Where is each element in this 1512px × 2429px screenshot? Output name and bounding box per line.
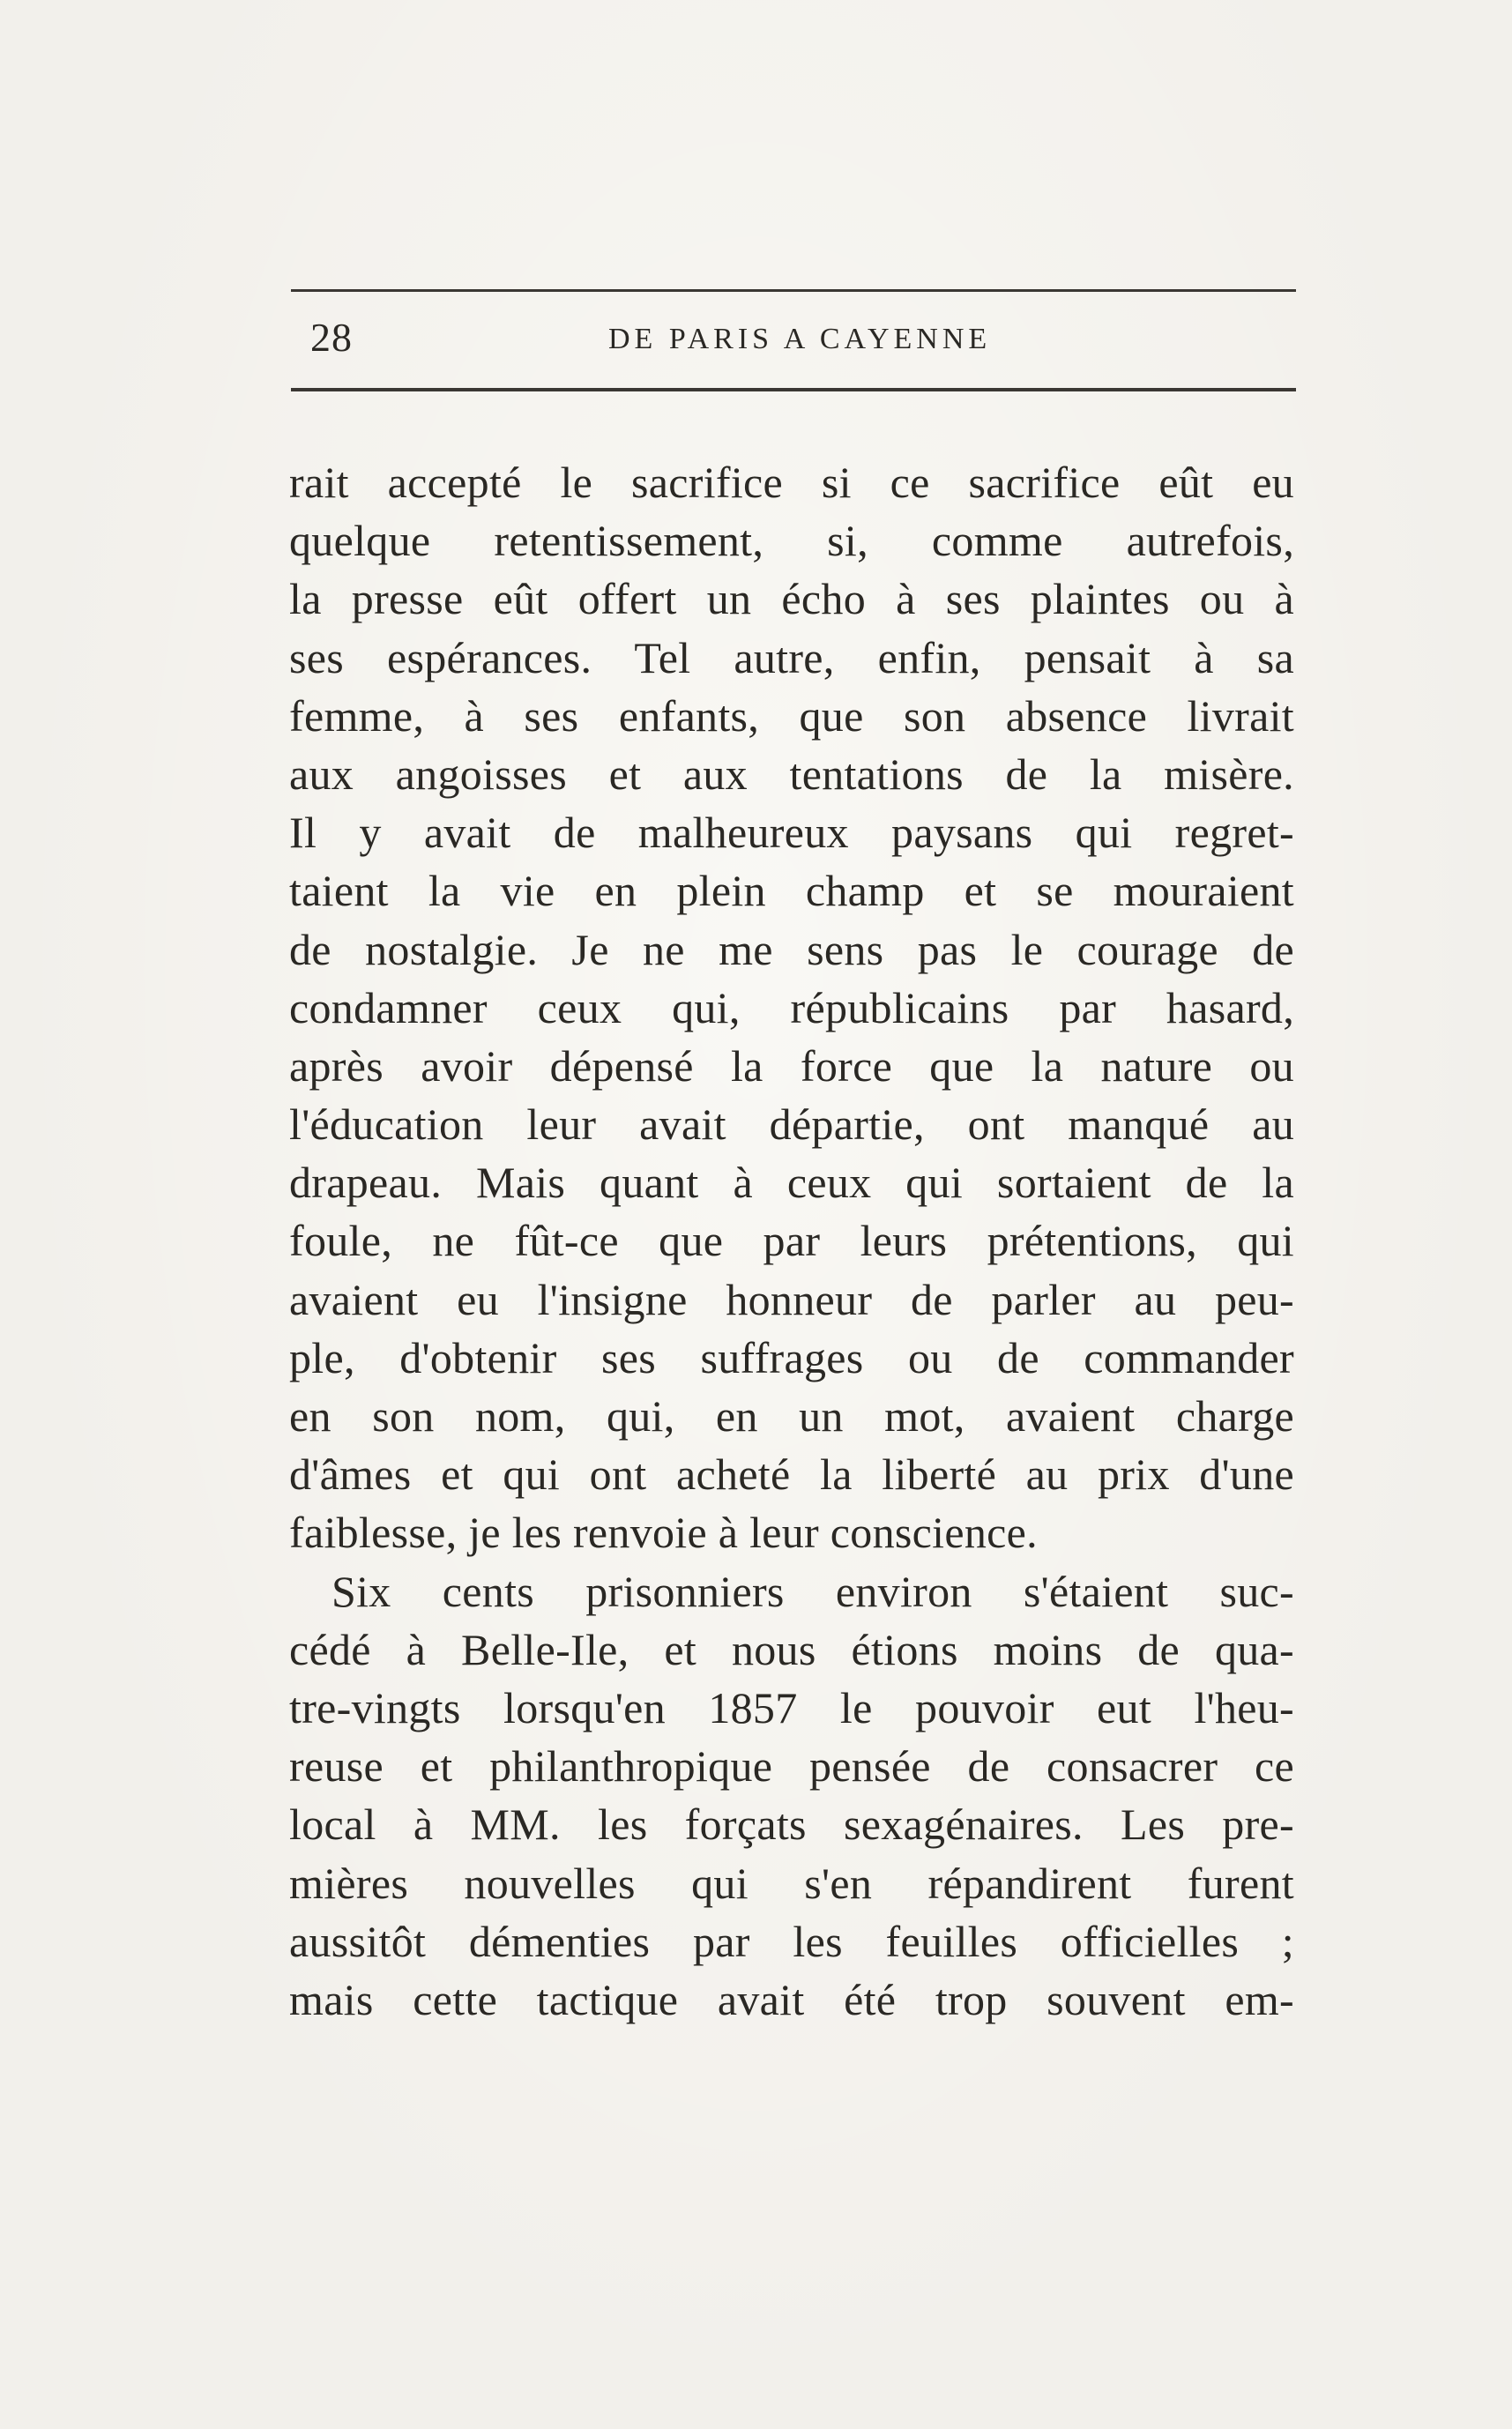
text-line: quelque retentissement, si, comme autrefois, [289,516,1294,566]
running-header [291,289,1296,395]
text-line: faiblesse, je les renvoie à leur conscience. [289,1508,1038,1558]
text-line: foule, ne fût-ce que par leurs prétentions, qui [289,1216,1294,1266]
text-line: la presse eût offert un écho à ses plaintes ou à [289,574,1294,624]
text-line: l'éducation leur avait départie, ont manqué au [289,1099,1294,1150]
text-line: de nostalgie. Je ne me sens pas le courage de [289,924,1294,974]
text-line: cédé à Belle-Ile, et nous étions moins de qua- [289,1624,1294,1674]
text-line: en son nom, qui, en un mot, avaient charge [289,1391,1294,1441]
text-line: tre-vingts lorsqu'en 1857 le pouvoir eut l'heu- [289,1682,1294,1732]
text-line: Il y avait de malheureux paysans qui regret- [289,808,1294,858]
text-line: après avoir dépensé la force que la nature ou [289,1040,1294,1091]
running-title: DE PARIS A CAYENNE [608,323,992,355]
page-number: 28 [310,315,353,360]
text-line: ses espérances. Tel autre, enfin, pensait à sa [289,632,1294,682]
text-line: local à MM. les forçats sexagénaires. Les pre- [289,1799,1294,1850]
text-line: taient la vie en plein champ et se mouraient [289,866,1294,916]
text-line: femme, à ses enfants, que son absence livrait [289,690,1294,741]
text-line: drapeau. Mais quant à ceux qui sortaient de la [289,1158,1294,1208]
text-line: d'âmes et qui ont acheté la liberté au prix d'une [289,1449,1294,1500]
body-text [289,453,1294,2029]
text-line: avaient eu l'insigne honneur de parler au peu- [289,1274,1294,1324]
text-line: ple, d'obtenir ses suffrages ou de commander [289,1332,1294,1382]
header-bottom-rule [291,388,1296,391]
text-line: Six cents prisonniers environ s'étaient suc- [331,1566,1294,1616]
text-line: mières nouvelles qui s'en répandirent furent [289,1858,1294,1908]
text-line: aux angoisses et aux tentations de la misère. [289,749,1294,799]
text-line: mais cette tactique avait été trop souvent em- [289,1974,1294,2024]
text-line: reuse et philanthropique pensée de consacrer ce [289,1741,1294,1792]
text-line: condamner ceux qui, républicains par hasard, [289,982,1294,1032]
header-top-rule [291,289,1296,292]
text-line: aussitôt démenties par les feuilles officielles ; [289,1916,1294,1966]
text-line: rait accepté le sacrifice si ce sacrifice eût eu [289,458,1294,507]
